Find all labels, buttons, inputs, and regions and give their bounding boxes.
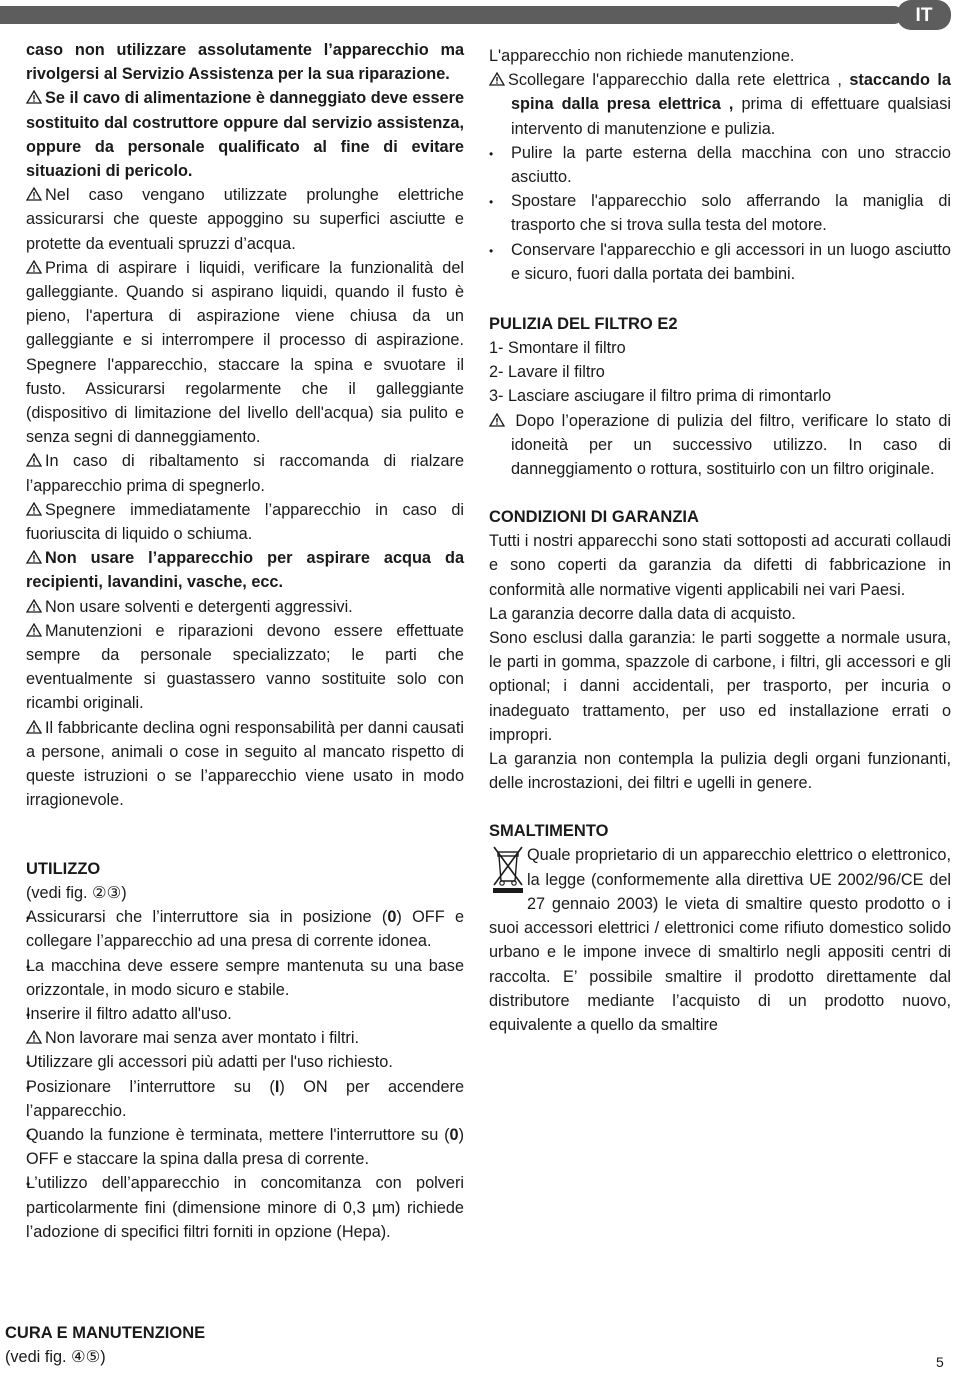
left-column <box>26 38 464 813</box>
garanzia-paragraph: La garanzia decorre dalla data di acquisto. <box>489 604 796 623</box>
warning-icon <box>26 453 42 467</box>
filtro-title: PULIZIA DEL FILTRO E2 <box>489 315 678 334</box>
header-bar <box>0 6 903 24</box>
warning-icon <box>26 623 42 637</box>
warning-icon <box>26 502 42 516</box>
warning-icon <box>26 187 42 201</box>
list-item: • Utilizzare gli accessori più adatti per l'uso richiesto. <box>26 1050 464 1074</box>
warning-icon <box>26 550 42 564</box>
warning-icon <box>489 413 505 427</box>
list-item: • La macchina deve essere sempre mantenuta su una base orizzontale, in modo sicuro e stabile. <box>26 954 464 1002</box>
warning-item: In caso di ribaltamento si raccomanda di rialzare l’apparecchio prima di spegnerlo. <box>26 452 464 495</box>
list-item: • Conservare l'apparecchio e gli accessori in un luogo asciutto e sicuro, fuori dalla portata dei bambini. <box>489 238 951 286</box>
garanzia-paragraph: Sono esclusi dalla garanzia: le parti soggette a normale usura, le parti in gomma, spazzole di carbone, i filtri, gli accessori e gli optional; i danni accidentali, per trasporto, per incuria o inadeguato trattamento, per uso ed installazione errati o impropri. <box>489 629 951 744</box>
warning-item: Non lavorare mai senza aver montato i filtri. <box>26 1026 464 1050</box>
warning-item: Non usare l’apparecchio per aspirare acqua da recipienti, lavandini, vasche, ecc. <box>26 549 464 592</box>
weee-bin-icon <box>489 843 525 893</box>
list-item: • Spostare l'apparecchio solo afferrando la maniglia di trasporto che si trova sulla testa del motore. <box>489 189 951 237</box>
page-number: 5 <box>936 1354 944 1370</box>
smaltimento-paragraph: Quale proprietario di un apparecchio elettrico o elettronico, la legge (conformemente alla direttiva UE 2002/96/CE del 27 gennaio 2003) le vieta di smaltire questo prodotto o i suoi accessori elettrici / elettronici come rifiuto domestico solido urbano e le impone invece di smaltirlo negli appositi centri di raccolta. E’ possibile smaltire il prodotto direttamente dal distributore mediante l’acquisto di un prodotto nuovo, equivalente a quello da smaltire <box>489 846 951 1034</box>
warning-item: Il fabbricante declina ogni responsabilità per danni causati a persone, animali o cose in seguito al mancato rispetto di queste istruzioni o se l’apparecchio viene usato in modo irragionevole. <box>26 718 464 810</box>
list-item: • Inserire il filtro adatto all'uso. <box>26 1002 464 1026</box>
language-tab: IT <box>897 0 951 30</box>
intro-paragraph: caso non utilizzare assolutamente l’apparecchio ma rivolgersi al Servizio Assistenza per la sua riparazione. <box>26 41 464 84</box>
garanzia-title: CONDIZIONI DI GARANZIA <box>489 508 699 527</box>
list-item: • Quando la funzione è terminata, mettere l'interruttore su (0) OFF e staccare la spina dalla presa di corrente. <box>26 1123 464 1171</box>
list-item: • L’utilizzo dell’apparecchio in concomitanza con polveri particolarmente fini (dimensione minore di 0,3 µm) richiede l’adozione di specifici filtri forniti in opzione (Hepa). <box>26 1171 464 1244</box>
list-item: • Assicurarsi che l’interruttore sia in posizione (0) OFF e collegare l’apparecchio ad una presa di corrente idonea. <box>26 905 464 953</box>
filtro-step: 2- Lavare il filtro <box>489 363 605 382</box>
warning-item: Dopo l’operazione di pulizia del filtro, verificare lo stato di idoneità per un successivo utilizzo. In caso di danneggiamento o rottura, sostituirlo con un filtro originale. <box>489 409 951 482</box>
garanzia-paragraph: La garanzia non contempla la pulizia degli organi funzionanti, delle incrostazioni, dei filtri e ugelli in genere. <box>489 750 951 793</box>
filtro-step: 1- Smontare il filtro <box>489 339 626 358</box>
maintenance-note: L'apparecchio non richiede manutenzione. <box>489 47 795 65</box>
cura-title: CURA E MANUTENZIONE <box>5 1324 206 1342</box>
utilizzo-title: UTILIZZO <box>26 860 101 878</box>
warning-item: Nel caso vengano utilizzate prolunghe elettriche assicurarsi che queste appoggino su superfici asciutte e protette da eventuali spruzzi d’acqua. <box>26 186 464 253</box>
right-column <box>489 44 951 1037</box>
cura-section <box>5 1321 445 1369</box>
warning-icon <box>489 72 505 86</box>
warning-item: Non usare solventi e detergenti aggressivi. <box>26 595 464 619</box>
warning-item: Manutenzioni e riparazioni devono essere effettuate sempre da personale specializzato; le parti che eventualmente si guastassero vanno sostituite solo con ricambi originali. <box>26 621 464 713</box>
utilizzo-ref: (vedi fig. ②③) <box>26 884 127 902</box>
list-item: • Pulire la parte esterna della macchina con uno straccio asciutto. <box>489 141 951 189</box>
utilizzo-section <box>26 857 464 1244</box>
warning-icon <box>26 599 42 613</box>
warning-icon <box>26 1030 42 1044</box>
warning-icon <box>26 90 42 104</box>
garanzia-paragraph: Tutti i nostri apparecchi sono stati sottoposti ad accurati collaudi e sono coperti da garanzia da difetti di fabbricazione in conformità alle normative vigenti applicabili nei vari Paesi. <box>489 532 951 599</box>
warning-item: Scollegare l'apparecchio dalla rete elettrica , staccando la spina dalla presa elettrica , prima di effettuare qualsiasi intervento di manutenzione e pulizia. <box>489 68 951 141</box>
smaltimento-title: SMALTIMENTO <box>489 822 609 841</box>
warning-item: Se il cavo di alimentazione è danneggiato deve essere sostituito dal costruttore oppure dal servizio assistenza, oppure da personale qualificato al fine di evitare situazioni di pericolo. <box>26 89 464 181</box>
warning-item: Prima di aspirare i liquidi, verificare la funzionalità del galleggiante. Quando si aspirano liquidi, quando il fusto è pieno, l'apertura di aspirazione viene chiusa da un galleggiante e si interrompere il processo di aspirazione. Spegnere l'apparecchio, staccare la spina e svuotare il fusto. Assicurarsi regolarmente che il galleggiante (dispositivo di limitazione del livello dell'acqua) sia pulito e senza segni di danneggiamento. <box>26 258 464 447</box>
cura-ref: (vedi fig. ④⑤) <box>5 1348 106 1366</box>
filtro-step: 3- Lasciare asciugare il filtro prima di rimontarlo <box>489 387 832 406</box>
warning-item: Spegnere immediatamente l’apparecchio in caso di fuoriuscita di liquido o schiuma. <box>26 500 464 544</box>
warning-icon <box>26 260 42 274</box>
list-item: • Posizionare l’interruttore su (I) ON per accendere l’apparecchio. <box>26 1075 464 1123</box>
warning-icon <box>26 720 42 734</box>
